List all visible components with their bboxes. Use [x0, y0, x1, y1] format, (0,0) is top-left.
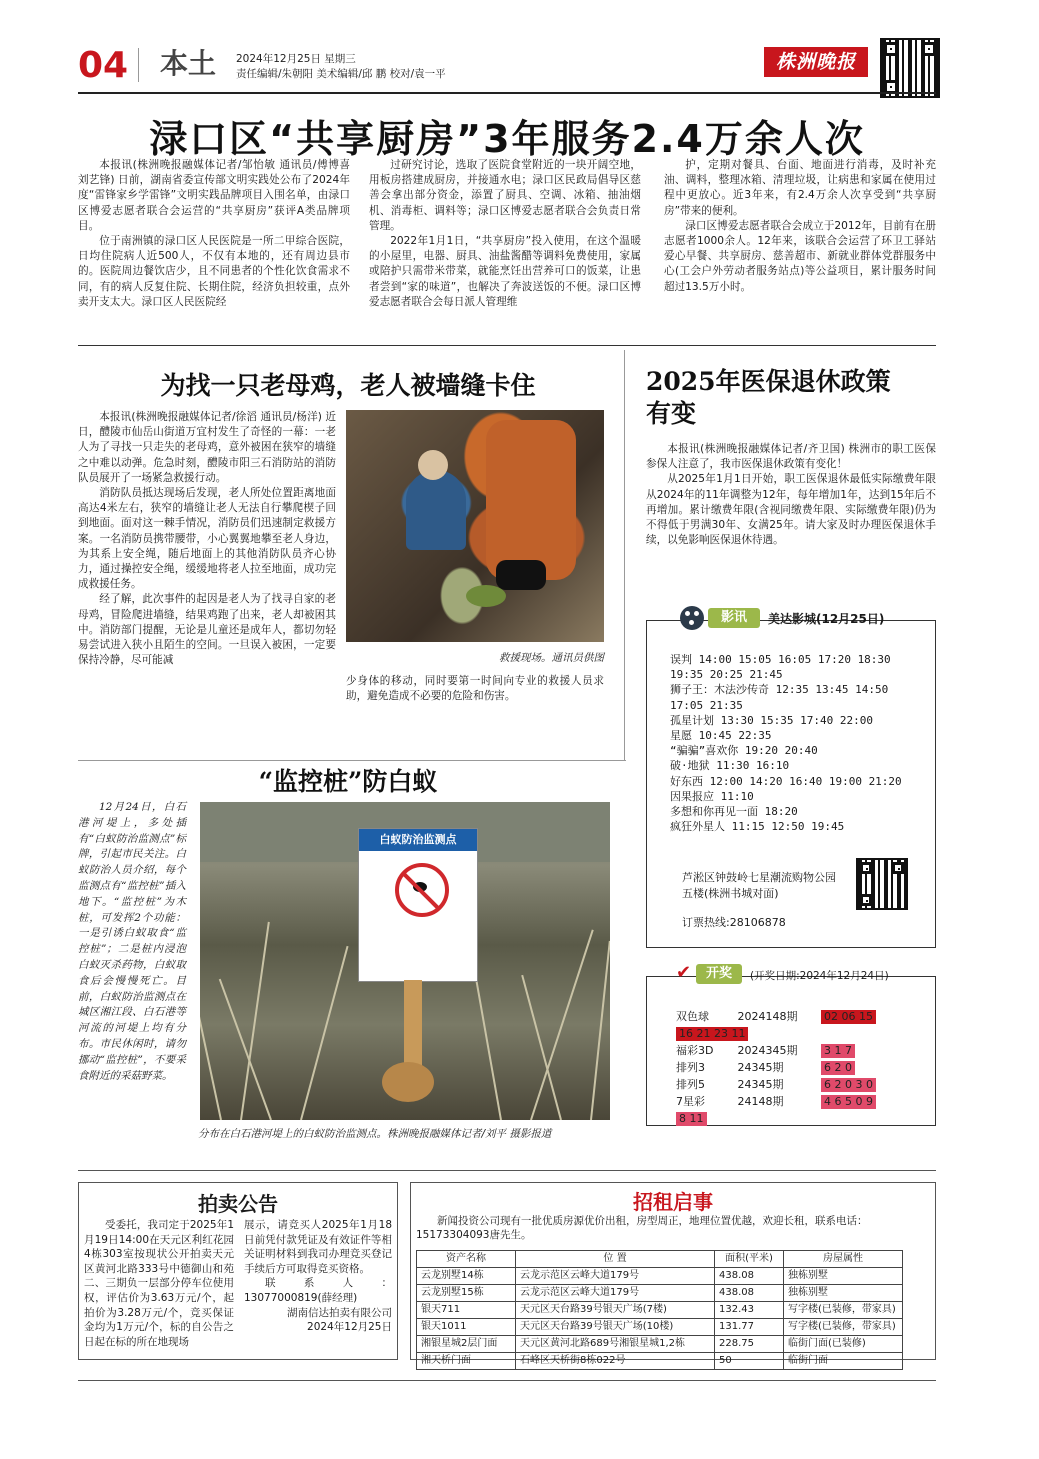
lottery-numbers: 4 6 5 0 9	[821, 1095, 876, 1109]
article2-col1-p1: 本报讯(株洲晚报融媒体记者/徐滔 通讯员/杨洋) 近日，醴陵市仙岳山街道万宜村发生了奇怪的一幕：一老人为了寻找一只走失的老母鸡，意外被困在狭窄的墙缝之中难以动弹。危急时刻，醴陵市阳三石消防站的消防队员展开了一场紧急救援行动。	[78, 411, 336, 484]
editors-line: 责任编辑/朱朝阳 美术编辑/邱 鹏 校对/袁一平	[236, 68, 446, 80]
rental-cell: 131.77	[715, 1319, 784, 1336]
article3-p2: 从2025年1月1日开始，职工医保退休最低实际缴费年限从2024年的11年调整为12年，每年增加1年，达到15年后不再增加。累计缴费年限(含视同缴费年限、实际缴费年限)仍为不得低于男满30年、女满25年。请大家及时办理医保退休手续，以免影响医保退休待遇。	[646, 473, 936, 547]
rental-cell: 云龙别墅14栋	[417, 1268, 516, 1285]
article4-title: “监控桩”防白蚁	[258, 767, 438, 796]
lottery-numbers: 3 1 7	[821, 1044, 855, 1058]
rental-cell: 438.08	[715, 1285, 784, 1302]
lottery-name: 排列3	[676, 1061, 705, 1074]
cinema-address: 芦淞区钟鼓岭七星潮流购物公园五楼(株洲书城对面)	[682, 871, 836, 900]
rental-cell: 云龙示范区云峰大道179号	[516, 1285, 715, 1302]
lottery-tag: 开奖	[696, 964, 742, 984]
rental-intro: 新闻投资公司现有一批优质房源优价出租，房型周正，地理位置优越，欢迎长租，联系电话：15173304093唐先生。	[416, 1215, 868, 1241]
rental-table-wrap	[416, 1250, 903, 1370]
article3-body	[646, 442, 936, 548]
rental-header: 资产名称	[417, 1251, 516, 1268]
table-row	[417, 1353, 903, 1370]
lottery-row-3d	[676, 1042, 926, 1059]
auction-col2	[244, 1218, 392, 1335]
lottery-period: 24345期	[737, 1061, 784, 1074]
rental-cell: 独栋别墅	[784, 1268, 903, 1285]
article1-col3-p2: 渌口区博爱志愿者联合会成立于2012年，目前有在册志愿者1000余人。12年来，该联合会运营了环卫工驿站爱心早餐、共享厨房、慈善超市、新就业群体党群服务中心(工会户外劳动者服务站点)等公益项目，累计服务时间超过13.5万小时。	[664, 219, 936, 293]
sign-title: 白蚁防治监测点	[359, 829, 477, 851]
article1-col2	[369, 158, 641, 310]
auction-title: 拍卖公告	[198, 1192, 278, 1216]
showtime-line: 因果报应 11:10	[670, 789, 754, 803]
lottery-numbers: 02 06 15	[821, 1010, 876, 1024]
lottery-row-ssq-cont	[676, 1025, 926, 1042]
lottery-numbers: 6 2 0 3 0	[821, 1078, 876, 1092]
qr-code-icon	[880, 38, 940, 98]
article1-col2-p1: 过研究讨论，选取了医院食堂附近的一块开阔空地，用板房搭建成厨房，并接通水电；渌口区民政局倡导区慈善会拿出部分资金，添置了厨具、空调、冰箱、抽油烟机、消毒柜、调料等；渌口区博爱志愿者联合会负责日常管理。	[369, 159, 641, 232]
section-title: 本土	[160, 47, 217, 80]
check-mark-icon: ✔	[676, 962, 692, 983]
rental-cell: 天元区天台路39号银天广场(7楼)	[516, 1302, 715, 1319]
cinema-tag: 影讯	[708, 608, 760, 628]
table-row	[417, 1336, 903, 1353]
rental-cell: 湘天桥门面	[417, 1353, 516, 1370]
lottery-name: 排列5	[676, 1078, 705, 1091]
article3-title	[646, 366, 936, 430]
rental-cell: 写字楼(已装修，带家具)	[784, 1319, 903, 1336]
showtime-line: “骗骗”喜欢你 19:20 20:40	[670, 744, 818, 758]
lottery-numbers: 8 11	[676, 1112, 707, 1126]
newspaper-logo: 株洲晚报	[764, 47, 868, 77]
showtime-line: 多想和你再见一面 18:20	[670, 805, 798, 819]
rental-header: 位 置	[516, 1251, 715, 1268]
rental-cell: 银天1011	[417, 1319, 516, 1336]
lottery-row-p5	[676, 1076, 926, 1093]
table-row	[417, 1302, 903, 1319]
lottery-row-7xc-cont	[676, 1110, 926, 1127]
auction-company: 湖南信达拍卖有限公司	[287, 1306, 392, 1319]
article2-col2-p1: 少身体的移动，同时要第一时间向专业的救援人员求助，避免造成不必要的危险和伤害。	[346, 675, 604, 703]
rental-header-row	[417, 1251, 903, 1268]
article3-p1: 本报讯(株洲晚报融媒体记者/齐卫国) 株洲市的职工医保参保人注意了，我市医保退休政策有变化！	[646, 443, 936, 471]
lottery-row-ssq	[676, 1008, 926, 1025]
lottery-period: 2024345期	[737, 1044, 798, 1057]
auction-contact: 联系人：13077000819(薛经理)	[244, 1277, 392, 1304]
article4-p1: 12月24日，白石港河堤上，多处插有“白蚁防治监测点”标牌，引起市民关注。白蚁防治人员介绍，每个监测点有“监控桩”插入地下。“监控桩”为木桩，可发挥2个功能：一是引诱白蚁取食“监控桩”；二是桩内浸泡白蚁灭杀药物，白蚁取食后会慢慢死亡。目前，白蚁防治监测点在城区湘江段、白石港等河流的河堤上均有分布。市民休闲时，请勿挪动“监控桩”，不要采食附近的采菇野菜。	[78, 801, 186, 1082]
rental-cell: 天元区天台路39号银天广场(10楼)	[516, 1319, 715, 1336]
rental-cell: 438.08	[715, 1268, 784, 1285]
cinema-qr-code-icon	[856, 858, 908, 910]
showtime-line: 17:05 21:35	[670, 698, 743, 712]
film-reel-icon	[680, 606, 704, 630]
article1-col1-p1: 本报讯(株洲晚报融媒体记者/邹怡敏 通讯员/傅博喜 刘艺锋) 日前，湖南省委宣传部文明实践处公布了2024年度“雷锋家乡学雷锋”文明实践品牌项目入围名单，由渌口区博爱志愿者联合会运营的“共享厨房”获评A类品牌项目。	[78, 159, 350, 232]
rescue-photo	[346, 410, 604, 642]
lottery-results	[676, 1008, 926, 1127]
showtimes	[670, 652, 932, 834]
rental-cell: 湘银星城2层门面	[417, 1336, 516, 1353]
page-number: 04	[78, 45, 129, 86]
article4-body	[78, 800, 186, 1084]
cinema-hotline: 订票热线:28106878	[682, 916, 786, 929]
rental-header: 面积(平米)	[715, 1251, 784, 1268]
lottery-row-7xc	[676, 1093, 926, 1110]
rental-cell: 云龙示范区云峰大道179号	[516, 1268, 715, 1285]
lottery-name: 双色球	[676, 1010, 709, 1023]
auction-date: 2024年12月25日	[307, 1321, 392, 1334]
lottery-numbers: 16 21 23 11	[676, 1027, 748, 1041]
rental-header: 房屋属性	[784, 1251, 903, 1268]
article2-col1	[78, 410, 336, 668]
monitoring-sign	[358, 828, 478, 982]
rental-cell: 临街门面	[784, 1353, 903, 1370]
article1-col3-p1: 护，定期对餐具、台面、地面进行消毒，及时补充油、调料，整理冰箱、清理垃圾，让病患和家属在使用过程中更放心。近3年来，有2.4万余人次享受到“共享厨房”带来的便利。	[664, 159, 936, 217]
showtime-line: 19:35 20:25 21:45	[670, 668, 783, 682]
rental-title: 招租启事	[633, 1190, 713, 1214]
rescue-photo-caption: 救援现场。通讯员供图	[499, 652, 604, 664]
rental-cell: 天元区黄河北路689号湘银星城1,2栋	[516, 1336, 715, 1353]
table-row	[417, 1268, 903, 1285]
rental-cell: 50	[715, 1353, 784, 1370]
article2-col1-p2: 消防队员抵达现场后发现，老人所处位置距离地面高达4米左右，狭窄的墙缝让老人无法自行攀爬楔子回到地面。面对这一棘手情况，消防员们迅速制定救援方案。一名消防员携带腰带，小心翼翼地攀至老人身边，为其系上安全绳，随后地面上的其他消防队员齐心协力，通过操控安全绳，缓缓地将老人拉至地面，成功完成救援任务。	[78, 487, 336, 591]
lottery-period: 2024148期	[737, 1010, 798, 1023]
article2-col1-p3: 经了解，此次事件的起因是老人为了找寻自家的老母鸡，冒险爬进墙缝，结果鸡跑了出来，老人却被困其中。消防部门提醒，无论是儿童还是成年人，都切勿轻易尝试进入狭小且陌生的空间。一旦误入被困，一定要保持冷静，尽可能减	[78, 593, 336, 667]
rental-cell: 228.75	[715, 1336, 784, 1353]
rental-cell: 云龙别墅15栋	[417, 1285, 516, 1302]
article1-col3	[664, 158, 936, 295]
auction-col1	[84, 1218, 234, 1349]
auction-col1-text: 受委托，我司定于2025年1月19日14:00在天元区利红花园4栋303室按现状公开拍卖天元区黄河北路333号中德御山和苑二、三期负一层部分停车位使用权，评估价为3.63万元/个，起拍价为3.28万元/个，竞买保证金均为1万元/个，标的自公告之日起在标的所在地现场	[84, 1219, 234, 1348]
no-termite-icon	[395, 863, 449, 917]
showtime-line: 好东西 12:00 14:20 16:40 19:00 21:20	[670, 774, 902, 788]
lottery-name: 7星彩	[676, 1095, 705, 1108]
showtime-line: 破·地狱 11:30 16:10	[670, 759, 790, 773]
termite-photo	[200, 802, 610, 1120]
article1-title: 渌口区“共享厨房”3年服务2.4万余人次	[149, 117, 865, 161]
lottery-period: 24345期	[737, 1078, 784, 1091]
cinema-name: 美达影城(12月25日)	[768, 612, 885, 626]
lottery-numbers: 6 2 0	[821, 1061, 855, 1075]
rental-cell: 石峰区天桥街8栋022号	[516, 1353, 715, 1370]
lottery-period: 24148期	[737, 1095, 784, 1108]
table-row	[417, 1319, 903, 1336]
showtime-line: 星愿 10:45 22:35	[670, 729, 772, 743]
showtime-line: 误判 14:00 15:05 16:05 17:20 18:30	[670, 653, 891, 666]
rental-cell: 独栋别墅	[784, 1285, 903, 1302]
article1-col1-p2: 位于南洲镇的渌口区人民医院是一所二甲综合医院，日均住院病人近500人，不仅有本地的，还有周边县市的。医院周边餐饮店少，且不同患者的个性化饮食需求不同，有的病人反复住院、长期住院，经济负担较重，点外卖开支太大。渌口区人民医院经	[78, 235, 350, 308]
showtime-line: 狮子王：木法沙传奇 12:35 13:45 14:50	[670, 683, 889, 697]
auction-col2-text: 展示，请竞买人2025年1月18日前凭付款凭证及有效证件等相关证明材料到我司办理竞买登记手续后方可取得竞买资格。	[244, 1219, 392, 1275]
rental-cell: 写字楼(已装修，带家具)	[784, 1302, 903, 1319]
article2-col2	[346, 674, 604, 704]
lottery-date: (开奖日期:2024年12月24日)	[750, 970, 889, 982]
article2-title: 为找一只老母鸡，老人被墙缝卡住	[160, 371, 536, 400]
showtime-line: 孤星计划 13:30 15:35 17:40 22:00	[670, 713, 873, 727]
lottery-row-p3	[676, 1059, 926, 1076]
article1-col1	[78, 158, 350, 310]
lottery-name: 福彩3D	[676, 1044, 714, 1057]
showtime-line: 疯狂外星人 11:15 12:50 19:45	[670, 820, 845, 834]
article1-col2-p2: 2022年1月1日，“共享厨房”投入使用，在这个温暖的小屋里，电器、厨具、油盐酱醋等调料免费使用，家属或陪护只需带米带菜，就能烹饪出营养可口的饭菜，让患者尝到“家的味道”，也解决了奔波送饭的不便。渌口区博爱志愿者联合会每日派人管理维	[369, 235, 641, 308]
article3-title-line2: 有变	[646, 399, 697, 428]
rental-table	[416, 1250, 903, 1370]
issue-date: 2024年12月25日 星期三	[236, 53, 356, 65]
rental-cell: 临街门面(已装修)	[784, 1336, 903, 1353]
termite-photo-caption: 分布在白石港河堤上的白蚁防治监测点。株洲晚报融媒体记者/刘平 摄影报道	[198, 1128, 552, 1140]
table-row	[417, 1285, 903, 1302]
article3-title-line1: 2025年医保退休政策	[646, 367, 891, 396]
rental-cell: 132.43	[715, 1302, 784, 1319]
rental-cell: 银天711	[417, 1302, 516, 1319]
